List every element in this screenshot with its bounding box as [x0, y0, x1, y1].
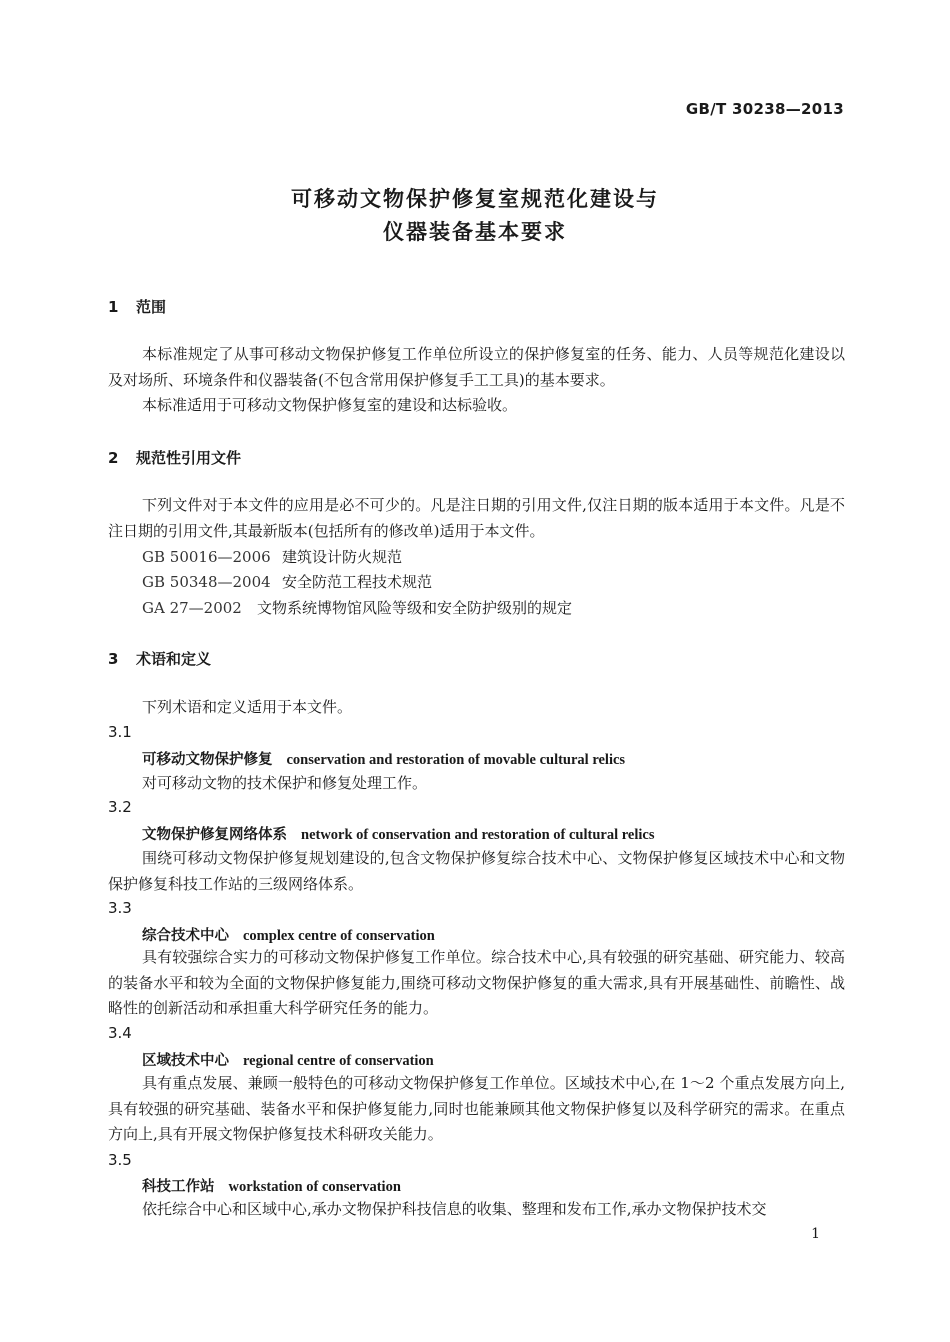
term-definition: 依托综合中心和区域中心,承办文物保护科技信息的收集、整理和发布工作,承办文物保护技术交	[142, 1200, 767, 1218]
term-english: complex centre of conservation	[243, 928, 435, 944]
term-definition: 具有较强综合实力的可移动文物保护修复工作单位。综合技术中心,具有较强的研究基础、研究能力、较高的装备水平和较为全面的文物保护修复能力,围绕可移动文物保护修复的重大需求,具有开展基础性、前瞻性、战略性的创新活动和承担重大科学研究任务的能力。	[108, 948, 845, 1017]
section-title: 规范性引用文件	[136, 449, 242, 467]
term-chinese: 科技工作站	[142, 1179, 215, 1195]
section-number: 1	[108, 298, 119, 316]
section-number: 2	[108, 449, 119, 467]
term-chinese: 综合技术中心	[142, 928, 229, 944]
reference-item	[142, 546, 402, 567]
term-definition: 对可移动文物的技术保护和修复处理工作。	[142, 774, 428, 792]
section-2-heading	[108, 447, 241, 468]
term-english: conservation and restoration of movable cultural relics	[286, 752, 626, 768]
section-title: 范围	[136, 298, 167, 316]
term-heading	[142, 1175, 401, 1196]
section-title: 术语和定义	[136, 650, 212, 668]
term-heading	[142, 748, 625, 769]
term-heading	[142, 924, 435, 945]
term-english: workstation of conservation	[228, 1179, 401, 1195]
standard-number: GB/T 30238—2013	[685, 100, 844, 118]
reference-name: 安全防范工程技术规范	[282, 573, 433, 591]
section-3-heading	[108, 648, 211, 669]
term-number: 3.3	[108, 899, 132, 917]
section-1-paragraph-1: 本标准规定了从事可移动文物保护修复工作单位所设立的保护修复室的任务、能力、人员等规范化建设以及对场所、环境条件和仪器装备(不包含常用保护修复手工工具)的基本要求。	[108, 345, 845, 389]
reference-code: GA 27—2002	[142, 599, 242, 617]
section-3-intro: 下列术语和定义适用于本文件。	[142, 698, 353, 716]
term-english: regional centre of conservation	[243, 1053, 434, 1069]
term-heading	[142, 823, 654, 844]
term-english: network of conservation and restoration of cultural relics	[301, 827, 655, 843]
term-chinese: 区域技术中心	[142, 1053, 229, 1069]
section-1-heading	[108, 296, 166, 317]
term-definition: 具有重点发展、兼顾一般特色的可移动文物保护修复工作单位。区域技术中心,在 1～2 个重点发展方向上,具有较强的研究基础、装备水平和保护修复能力,同时也能兼顾其他文物保护修复以及科学研究的需求。在重点方向上,具有开展文物保护修复技术科研攻关能力。	[108, 1074, 845, 1143]
term-chinese: 可移动文物保护修复	[142, 752, 273, 768]
reference-name: 文物系统博物馆风险等级和安全防护级别的规定	[257, 599, 573, 617]
section-number: 3	[108, 650, 119, 668]
section-1-paragraph-2: 本标准适用于可移动文物保护修复室的建设和达标验收。	[142, 396, 518, 414]
term-heading	[142, 1049, 434, 1070]
reference-code: GB 50348—2004	[142, 573, 271, 591]
reference-code: GB 50016—2006	[142, 548, 271, 566]
term-chinese: 文物保护修复网络体系	[142, 827, 287, 843]
document-title-line2: 仪器装备基本要求	[383, 220, 567, 244]
document-title-line1: 可移动文物保护修复室规范化建设与	[291, 187, 659, 211]
term-definition: 围绕可移动文物保护修复规划建设的,包含文物保护修复综合技术中心、文物保护修复区域技术中心和文物保护修复科技工作站的三级网络体系。	[108, 849, 845, 893]
term-number: 3.5	[108, 1151, 132, 1169]
term-number: 3.1	[108, 723, 132, 741]
reference-name: 建筑设计防火规范	[282, 548, 403, 566]
section-2-paragraph-1: 下列文件对于本文件的应用是必不可少的。凡是注日期的引用文件,仅注日期的版本适用于本文件。凡是不注日期的引用文件,其最新版本(包括所有的修改单)适用于本文件。	[108, 496, 845, 540]
term-number: 3.2	[108, 798, 132, 816]
term-number: 3.4	[108, 1024, 132, 1042]
reference-item	[142, 597, 572, 618]
reference-item	[142, 571, 432, 592]
page-number: 1	[811, 1226, 820, 1242]
